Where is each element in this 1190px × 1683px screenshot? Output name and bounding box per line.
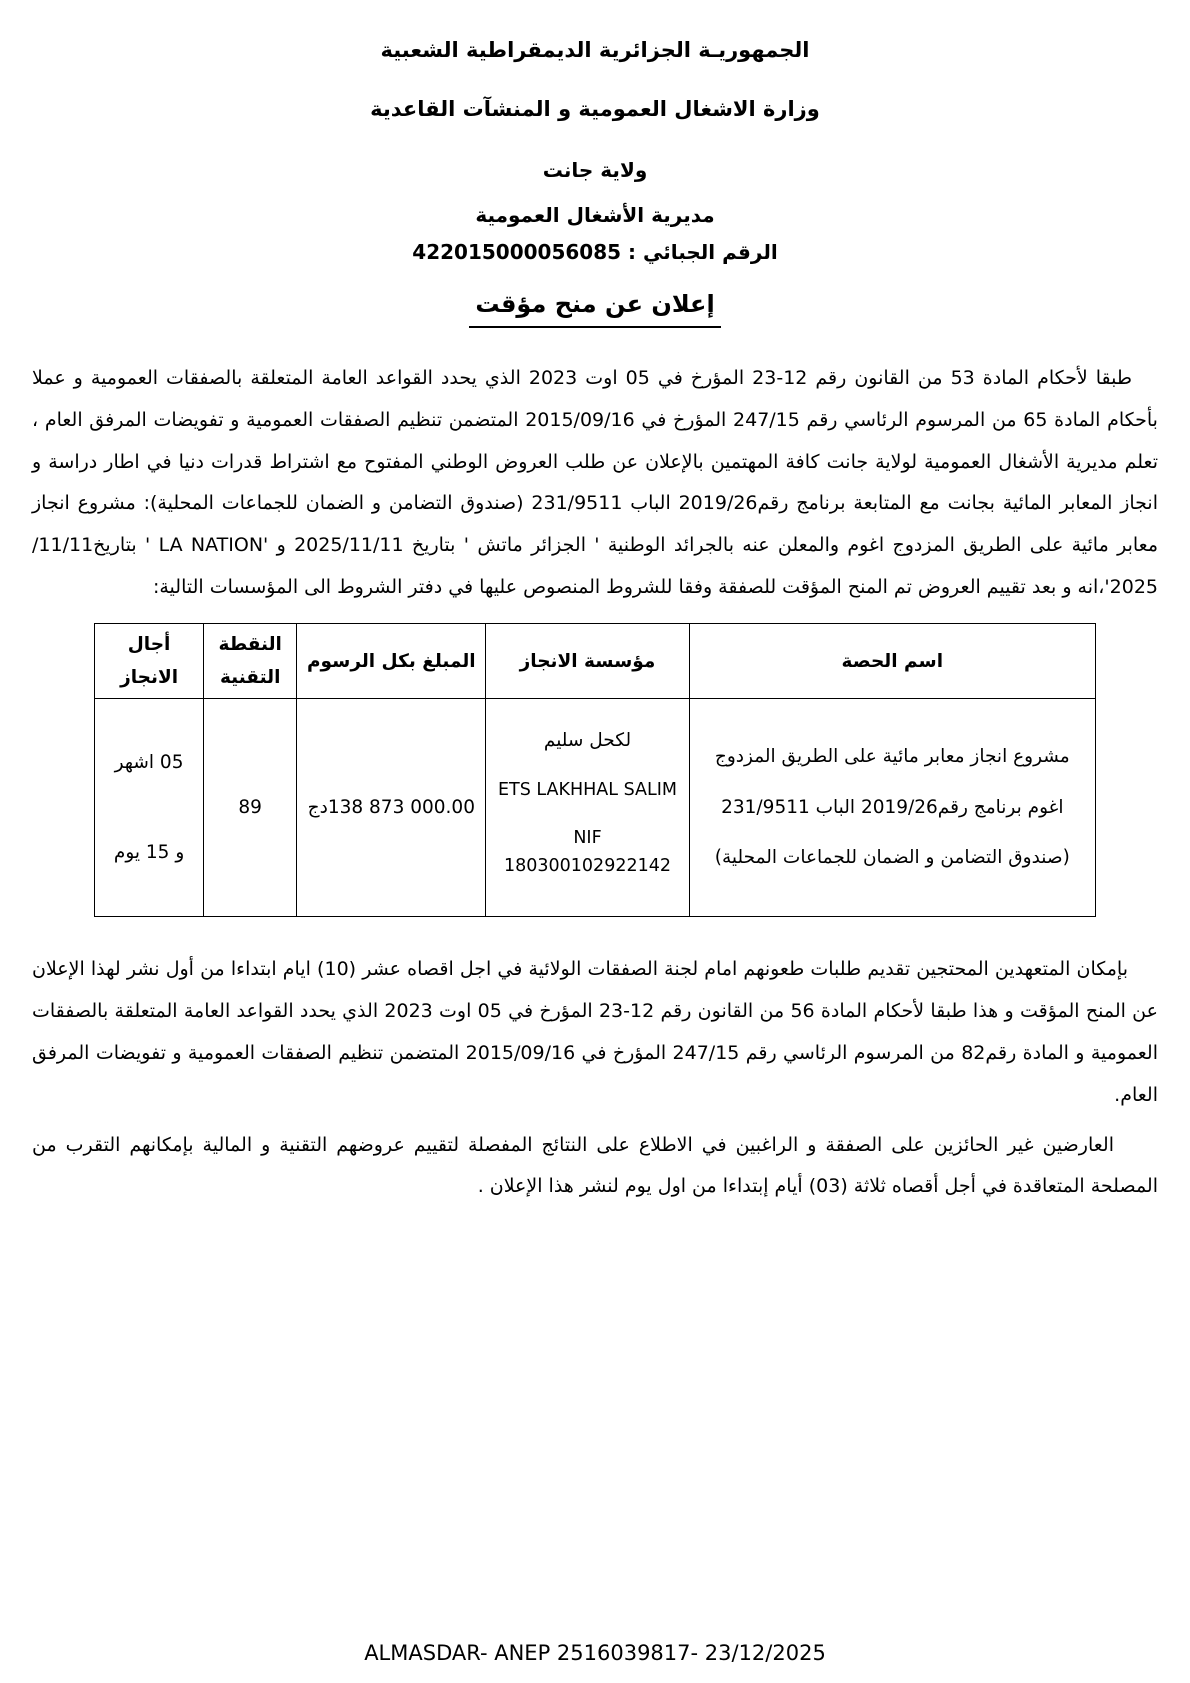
col-header-amount: المبلغ بكل الرسوم [297, 623, 486, 699]
republic-line: الجمهوريـة الجزائرية الديمقراطية الشعبية [380, 38, 810, 62]
col-header-duration: أجال الانجاز [95, 623, 204, 699]
col-header-company: مؤسسة الانجاز [486, 623, 689, 699]
cell-company [486, 699, 689, 917]
cell-amount [297, 699, 486, 917]
wilaya-line: ولاية جانت [542, 158, 648, 183]
company-name-latin: ETS LAKHHAL SALIM [497, 779, 678, 800]
col-header-technical-score: النقطة التقنية [204, 623, 297, 699]
cell-technical-score: 89 [204, 699, 297, 917]
tax-id-line: الرقم الجبائي : 422015000056085 [412, 240, 778, 265]
company-nif: NIF 180300102922142 [503, 827, 671, 876]
amount-value: 138 873 000.00 [327, 797, 475, 819]
title-wrap [32, 290, 1158, 328]
document-header [32, 34, 1158, 268]
ministry-line: وزارة الاشغال العمومية و المنشآت القاعدية [370, 96, 820, 121]
awards-table [94, 623, 1096, 918]
table-header-row [95, 623, 1096, 699]
intro-paragraph: طبقا لأحكام المادة 53 من القانون رقم 12-23 المؤرخ في 05 اوت 2023 الذي يحدد القواعد العامة المتعلقة بالصفقات العمومية و عملا بأحكام المادة 65 من المرسوم الرئاسي رقم 247/15 المؤرخ في 2015/09/16 المتضمن تنظيم الصفقات العمومية و تفويضات المرفق العام ، تعلم مديرية الأشغال العمومية لولاية جانت كافة المهتمين بالإعلان عن طلب العروض الوطني المفتوح مع اشتراط قدرات دنيا في اطار دراسة و انجاز المعابر المائية بجانت مع المتابعة برنامج رقم2019/26 الباب 231/9511 (صندوق التضامن و الضمان للجماعات المحلية): مشروع انجاز معابر مائية على الطريق المزدوج اغوم والمعلن عنه بالجرائد الوطنية ' الجزائر ماتش ' بتاريخ 2025/11/11 و 'LA NATION ' بتاريخ11/11/ 2025'،انه و بعد تقييم العروض تم المنح المؤقت للصفقة وفقا للشروط المنصوص عليها في دفتر الشروط الى المؤسسات التالية: [32, 367, 1158, 599]
company-name-arabic: لكحل سليم [543, 730, 632, 752]
directorate-line: مديرية الأشغال العمومية [475, 203, 715, 228]
cell-lot-name: مشروع انجاز معابر مائية على الطريق المزدوج اغوم برنامج رقم2019/26 الباب 231/9511 (صندوق التضامن و الضمان للجماعات المحلية) [689, 699, 1095, 917]
col-header-lot-name: اسم الحصة [689, 623, 1095, 699]
announcement-title: إعلان عن منح مؤقت [469, 290, 720, 328]
amount-currency: دج [307, 797, 328, 819]
appeal-paragraph: بإمكان المتعهدين المحتجين تقديم طلبات طعونهم امام لجنة الصفقات الولائية في اجل اقصاه عشر (10) ايام ابتداءا من أول نشر لهذا الإعلان عن المنح المؤقت و هذا طبقا لأحكام المادة 56 من القانون رقم 12-23 المؤرخ في 05 اوت 2023 الذي يحدد القواعد العامة المتعلقة بالصفقات العمومية و المادة رقم82 من المرسوم الرئاسي رقم 247/15 المؤرخ في 2015/09/16 المتضمن تنظيم الصفقات العمومية و تفويضات المرفق العام. [32, 958, 1158, 1106]
anep-footer: ALMASDAR- ANEP 2516039817- 23/12/2025 [364, 1641, 826, 1665]
duration-months: 05 اشهر [114, 752, 184, 774]
duration-days: و 15 يوم [113, 841, 185, 863]
table-row [95, 699, 1096, 917]
results-paragraph: العارضين غير الحائزين على الصفقة و الراغبين في الاطلاع على النتائج المفصلة لتقييم عروضهم التقنية و المالية بإمكانهم التقرب من المصلحة المتعاقدة في أجل أقصاه ثلاثة (03) أيام إبتداءا من اول يوم لنشر هذا الإعلان . [32, 1133, 1158, 1198]
cell-duration [95, 699, 204, 917]
